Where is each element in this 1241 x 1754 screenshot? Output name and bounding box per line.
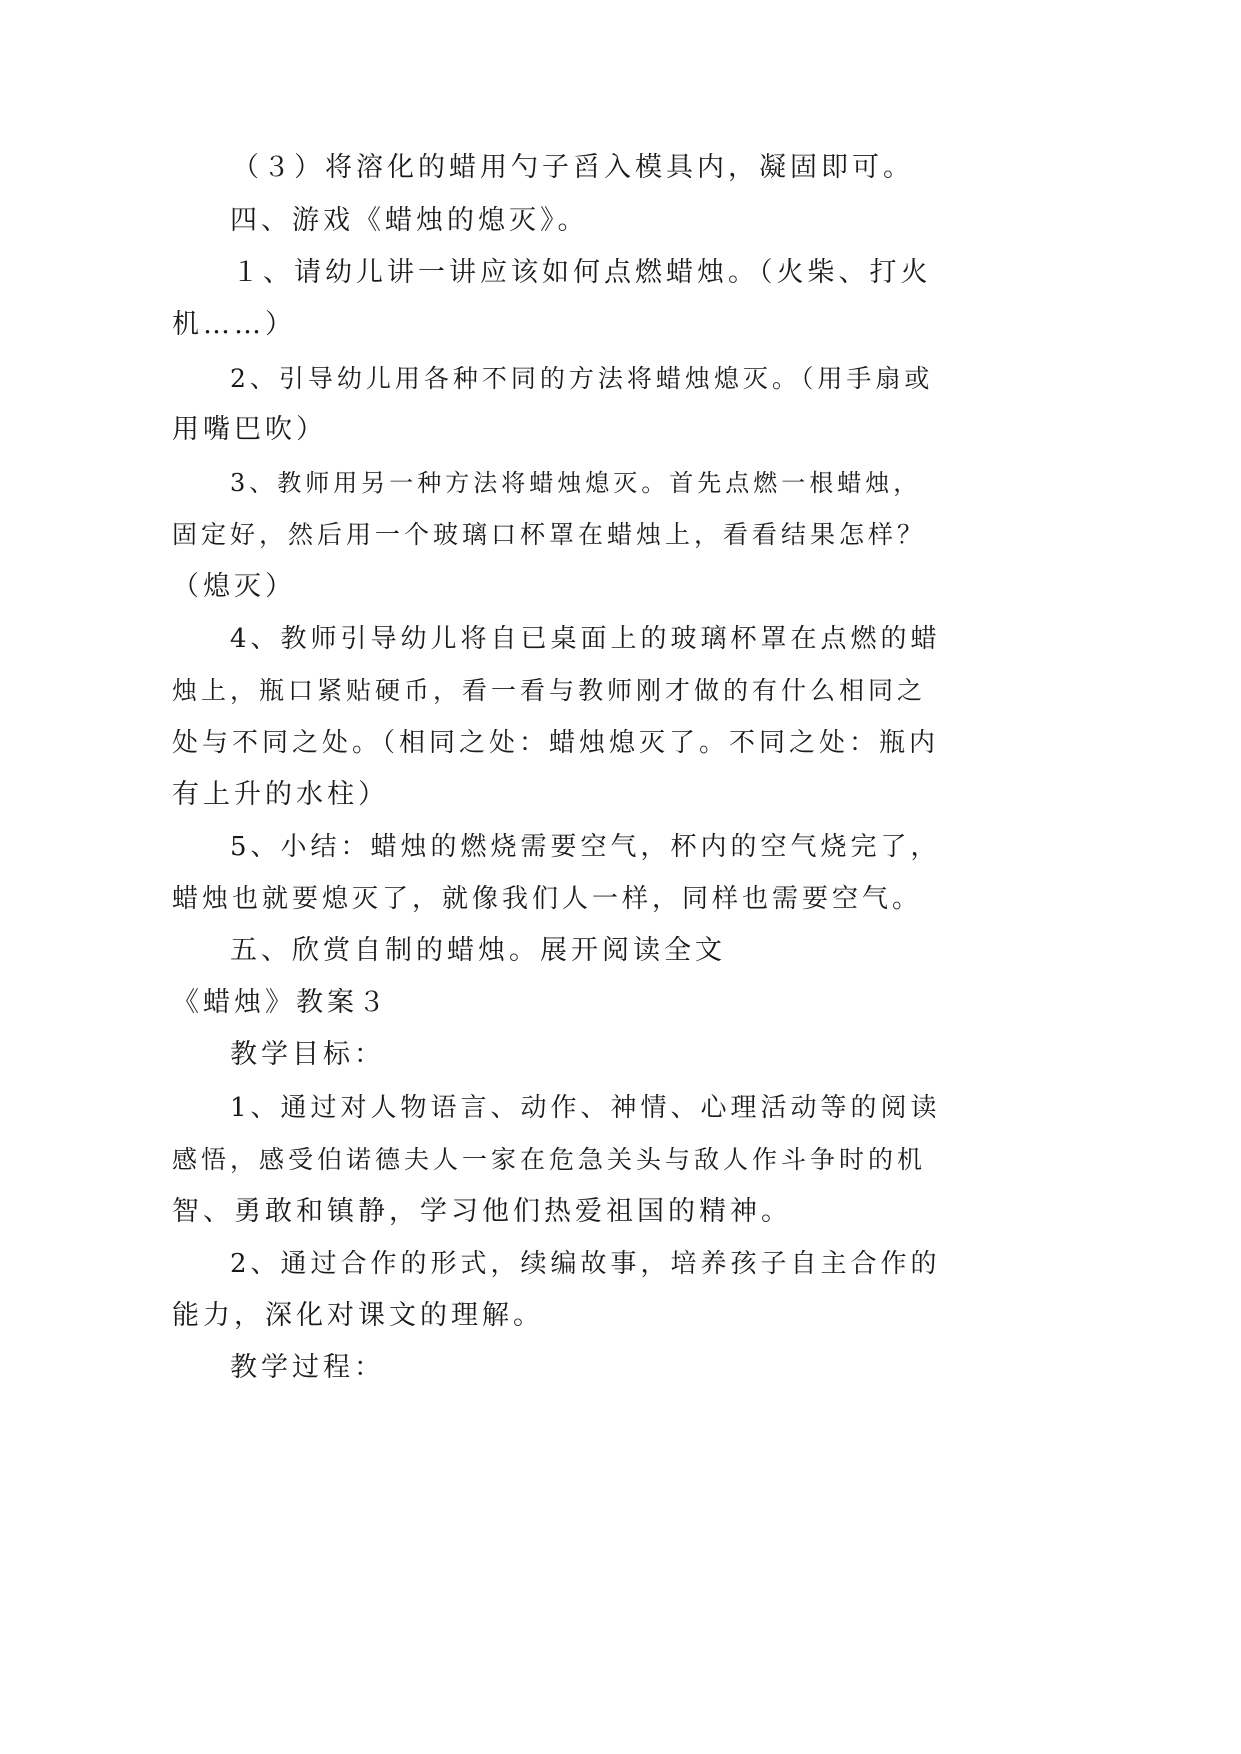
game-summary-line-2: 蜡烛也就要熄灭了，就像我们人一样，同样也需要空气。: [172, 884, 923, 914]
goal-1-line-2: 感悟，感受伯诺德夫人一家在危急关头与敌人作斗争时的机: [172, 1145, 927, 1174]
goal-1-line-3: 智、勇敢和镇静，学习他们热爱祖国的精神。: [172, 1196, 792, 1227]
game-step-4-line-1: 4、教师引导幼儿将自已桌面上的玻璃杯罩在点燃的蜡: [230, 624, 941, 654]
game-step-4-line-4: 有上升的水柱）: [172, 779, 389, 810]
game-step-3-line-2: 固定好，然后用一个玻璃口杯罩在蜡烛上，看看结果怎样？: [172, 520, 927, 549]
game-summary-line-1: 5、小结：蜡烛的燃烧需要空气，杯内的空气烧完了，: [230, 832, 941, 862]
game-step-3-line-1: 3、教师用另一种方法将蜡烛熄灭。首先点燃一根蜡烛，: [230, 469, 922, 497]
game-step-2-line-2: 用嘴巴吹）: [172, 414, 327, 445]
section-five-heading: 五、欣赏自制的蜡烛。展开阅读全文: [230, 935, 726, 966]
step-3-melt-wax: （３）将溶化的蜡用勺子舀入模具内，凝固即可。: [232, 152, 914, 183]
goal-2-line-1: 2、通过合作的形式，续编故事，培养孩子自主合作的: [230, 1249, 941, 1279]
lesson-plan-3-title: 《蜡烛》教案３: [172, 987, 389, 1018]
game-step-4-line-2: 烛上，瓶口紧贴硬币，看一看与教师刚才做的有什么相同之: [172, 676, 927, 705]
game-step-1-line-1: １、请幼儿讲一讲应该如何点燃蜡烛。（火柴、打火: [232, 257, 932, 288]
game-step-1-line-2: 机……）: [172, 309, 296, 340]
goal-2-line-2: 能力，深化对课文的理解。: [172, 1300, 544, 1331]
teaching-goals-heading: 教学目标：: [230, 1039, 385, 1070]
game-step-3-line-3: （熄灭）: [172, 571, 296, 602]
game-step-2-line-1: 2、引导幼儿用各种不同的方法将蜡烛熄灭。（用手扇或: [230, 364, 934, 393]
goal-1-line-1: 1、通过对人物语言、动作、神情、心理活动等的阅读: [230, 1093, 941, 1123]
game-step-4-line-3: 处与不同之处。（相同之处：蜡烛熄灭了。不同之处：瓶内: [172, 728, 940, 758]
teaching-process-heading: 教学过程：: [230, 1352, 385, 1383]
section-four-heading: 四、游戏《蜡烛的熄灭》。: [230, 205, 589, 236]
